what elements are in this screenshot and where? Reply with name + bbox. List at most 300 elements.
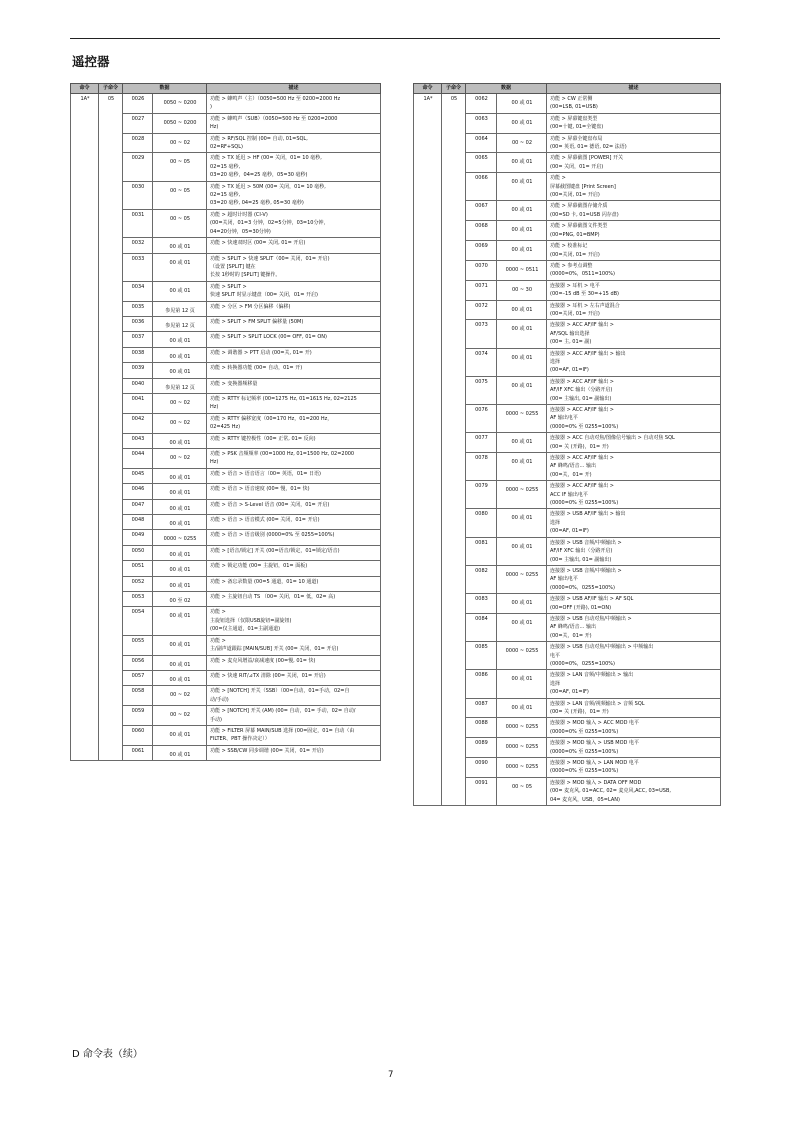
- description-line: 功能 > TX 延迟 > 50M (00= 关闭，01= 10 毫秒,: [210, 183, 326, 190]
- subcommand-cell: [99, 363, 123, 378]
- description-line: (00=关闭，01=3 分钟，02=5分钟，03=10分钟，: [210, 220, 329, 227]
- table-row: [71, 686, 381, 706]
- description-line: 功能 > 快速 RIT/⊿TX 清除 (00= 关闭，01= 开启): [210, 672, 326, 679]
- description-cell: [207, 706, 381, 726]
- command-cell: [71, 209, 99, 237]
- header-description: 描述: [207, 84, 381, 94]
- data-range-cell: 00 或 01: [153, 545, 207, 560]
- description-cell: [207, 301, 381, 316]
- item-number-cell: 0032: [123, 238, 153, 253]
- subcommand-cell: [442, 670, 466, 698]
- subcommand-cell: [99, 113, 123, 133]
- description-line: (0000=0% 至 0255=100%): [550, 423, 619, 430]
- description-cell: [547, 320, 721, 348]
- description-line: 功能 > 屏幕截图存储介质: [550, 203, 608, 210]
- description-line: ACC IF 输出电平: [550, 491, 588, 498]
- table-row: [414, 221, 721, 241]
- data-range-cell: 00 ~ 02: [153, 133, 207, 153]
- table-row: [414, 777, 721, 805]
- description-line: 功能 > 麦克风增益/衰减速度 (00=慢, 01= 快): [210, 657, 316, 664]
- description-line: 功能 > 参考点调整: [550, 262, 593, 269]
- description-cell: [547, 642, 721, 670]
- description-cell: [547, 777, 721, 805]
- description-line: (0000=0%，0255=100%): [550, 660, 615, 667]
- table-row: [71, 209, 381, 237]
- item-number-cell: 0069: [466, 241, 497, 261]
- description-line: 功能 > 屏幕全键盘布局: [550, 135, 603, 142]
- description-cell: [547, 405, 721, 433]
- table-row: [414, 405, 721, 433]
- command-table-left: [70, 83, 381, 761]
- data-range-cell: 00 或 01: [153, 281, 207, 301]
- subcommand-cell: [99, 153, 123, 181]
- header-subcommand: 子命令: [99, 84, 123, 94]
- item-number-cell: 0089: [466, 738, 497, 758]
- item-number-cell: 0054: [123, 607, 153, 635]
- description-line: 功能 > [语音/锁定] 开关 (00=语音/锁定，01=锁定/语音): [210, 547, 340, 554]
- description-line: (0000=0% 至 0255=100%): [550, 500, 619, 507]
- header-data: 数据: [123, 84, 207, 94]
- command-cell: [71, 545, 99, 560]
- data-range-cell: 00 或 01: [497, 433, 547, 453]
- command-cell: [414, 642, 442, 670]
- data-range-cell: 00 ~ 02: [153, 706, 207, 726]
- item-number-cell: 0051: [123, 561, 153, 576]
- description-line: 连接器 > USB AF/IF 输出 > AF SQL: [550, 596, 634, 603]
- subcommand-cell: [442, 348, 466, 376]
- subcommand-cell: [442, 738, 466, 758]
- command-cell: [414, 777, 442, 805]
- table-row: [414, 453, 721, 481]
- description-line: 连接器 > USB 自动对焦/中频输出 >: [550, 615, 632, 622]
- command-cell: [71, 238, 99, 253]
- description-cell: [207, 592, 381, 607]
- command-cell: [414, 173, 442, 201]
- table-row: [414, 738, 721, 758]
- description-line: AF/IF XFC 输出（分路开启): [550, 387, 613, 394]
- item-number-cell: 0055: [123, 635, 153, 655]
- subcommand-cell: [442, 453, 466, 481]
- command-cell: [71, 316, 99, 331]
- command-cell: [71, 433, 99, 448]
- subcommand-cell: [442, 405, 466, 433]
- description-line: 功能 > 语音 > S-Level 语音 (00= 关闭，01= 开启): [210, 501, 330, 508]
- table-row: [71, 238, 381, 253]
- data-range-cell: 00 或 01: [497, 173, 547, 201]
- description-line: 功能 > 屏幕截图 [POWER] 开关: [550, 155, 623, 162]
- table-row: [71, 363, 381, 378]
- data-range-cell: 00 或 01: [153, 253, 207, 281]
- description-line: Hz): [210, 124, 219, 131]
- item-number-cell: 0071: [466, 280, 497, 300]
- description-cell: [207, 449, 381, 469]
- description-line: (00=AF, 01=IF): [550, 367, 589, 374]
- page-number: 7: [388, 1070, 394, 1080]
- item-number-cell: 0060: [123, 725, 153, 745]
- data-range-cell: 00 ~ 05: [153, 181, 207, 209]
- command-cell: [414, 738, 442, 758]
- data-range-cell: 00 或 01: [153, 576, 207, 591]
- description-line: 连接器 > MOD 输入 > ACC MOD 电平: [550, 720, 640, 727]
- command-cell: [71, 499, 99, 514]
- command-cell: [414, 718, 442, 738]
- subcommand-cell: [442, 201, 466, 221]
- data-range-cell: 00 或 01: [497, 300, 547, 320]
- subcommand-cell: [442, 221, 466, 241]
- table-row: [71, 153, 381, 181]
- description-line: 功能 > 分区 > FM 分区偏移（偏移): [210, 303, 291, 310]
- command-cell: [71, 706, 99, 726]
- data-range-cell: 0000 ~ 0255: [497, 738, 547, 758]
- description-cell: [207, 576, 381, 591]
- item-number-cell: 0075: [466, 376, 497, 404]
- subcommand-cell: [442, 133, 466, 153]
- description-line: 选择: [550, 680, 561, 687]
- item-number-cell: 0088: [466, 718, 497, 738]
- table-row: [71, 113, 381, 133]
- description-cell: [547, 173, 721, 201]
- description-line: AF 蜂鸣/语音... 输出: [550, 463, 596, 470]
- description-cell: [207, 484, 381, 499]
- data-range-cell: 00 ~ 05: [497, 777, 547, 805]
- subcommand-cell: [99, 253, 123, 281]
- description-line: 选择: [550, 358, 561, 365]
- command-cell: [414, 698, 442, 718]
- subcommand-cell: [99, 484, 123, 499]
- command-cell: [71, 413, 99, 433]
- description-line: (00=PNG, 01=BMP): [550, 231, 600, 238]
- item-number-cell: 0074: [466, 348, 497, 376]
- description-line: 功能 > 语音 > 语音级别 (0000=0% 至 0255=100%): [210, 532, 335, 539]
- item-number-cell: 0081: [466, 537, 497, 565]
- description-cell: [547, 565, 721, 593]
- description-line: 功能 > PSK 音频频率 (00=1000 Hz, 01=1500 Hz, 02=2000: [210, 451, 355, 457]
- subcommand-cell: [442, 260, 466, 280]
- table-row: [71, 725, 381, 745]
- data-range-cell: 0000 ~ 0255: [497, 481, 547, 509]
- data-range-cell: 00 或 01: [497, 594, 547, 614]
- description-cell: [547, 201, 721, 221]
- description-line: (0000=0%，0255=100%): [550, 584, 615, 591]
- command-cell: [71, 301, 99, 316]
- description-line: 功能 > SPLIT > SPLIT LOCK (00= OFF, 01= ON): [210, 334, 327, 341]
- description-line: 02=RF+SQL): [210, 144, 243, 151]
- item-number-cell: 0026: [123, 94, 153, 114]
- command-cell: [71, 686, 99, 706]
- table-row: [71, 530, 381, 545]
- description-line: 功能 > 屏幕键盘类型: [550, 115, 598, 122]
- subcommand-cell: [442, 594, 466, 614]
- table-header-row: [71, 84, 381, 94]
- table-row: [414, 300, 721, 320]
- subcommand-cell: [442, 153, 466, 173]
- subcommand-cell: [99, 515, 123, 530]
- description-cell: [207, 347, 381, 362]
- description-line: 功能 > CW 正常侧: [550, 96, 593, 102]
- table-row: [71, 670, 381, 685]
- subcommand-cell: [99, 530, 123, 545]
- description-line: 功能 > 超时计时器 (CI-V): [210, 211, 268, 218]
- item-number-cell: 0062: [466, 94, 497, 114]
- description-cell: [207, 238, 381, 253]
- command-cell: [71, 670, 99, 685]
- table-row: [71, 433, 381, 448]
- description-line: 功能 > 蜂鸣声（主）（0050=500 Hz 至 0200=2000 Hz: [210, 96, 341, 102]
- item-number-cell: 0033: [123, 253, 153, 281]
- item-number-cell: 0083: [466, 594, 497, 614]
- table-row: [71, 515, 381, 530]
- description-line: (00=关闭, 01= 开启): [550, 192, 600, 199]
- table-row: [71, 316, 381, 331]
- description-cell: [207, 655, 381, 670]
- description-cell: [547, 376, 721, 404]
- table-header-row: [414, 84, 721, 94]
- description-cell: [207, 181, 381, 209]
- table-row: [414, 280, 721, 300]
- command-cell: [414, 537, 442, 565]
- table-caption: D 命令表（续）: [72, 1049, 143, 1060]
- table-row: [71, 393, 381, 413]
- description-line: 功能 > 备忘录数量 (00=5 通道，01= 10 通道): [210, 578, 319, 585]
- table-row: [71, 607, 381, 635]
- data-range-cell: 00 或 01: [153, 332, 207, 347]
- description-line: 连接器 > MOD 输入 > USB MOD 电平: [550, 740, 639, 747]
- data-range-cell: 0000 ~ 0255: [497, 405, 547, 433]
- item-number-cell: 0048: [123, 515, 153, 530]
- description-line: 连接器 > USB 音频/中频输出 >: [550, 567, 622, 574]
- item-number-cell: 0066: [466, 173, 497, 201]
- command-cell: [71, 347, 99, 362]
- item-number-cell: 0065: [466, 153, 497, 173]
- command-cell: [414, 376, 442, 404]
- description-line: AF 输出电平: [550, 415, 578, 422]
- description-line: 动/手动): [210, 696, 229, 703]
- command-cell: [71, 113, 99, 133]
- table-row: [414, 113, 721, 133]
- data-range-cell: 0000 ~ 0255: [497, 642, 547, 670]
- description-cell: [547, 221, 721, 241]
- item-number-cell: 0056: [123, 655, 153, 670]
- subcommand-cell: [442, 280, 466, 300]
- description-line: FILTER、PBT 操作决定））: [210, 736, 270, 743]
- table-row: [414, 94, 721, 114]
- table-row: [71, 561, 381, 576]
- subcommand-cell: [99, 347, 123, 362]
- data-range-cell: 00 或 01: [153, 468, 207, 483]
- description-line: 连接器 > LAN 音频/视频输出 > 音频 SQL: [550, 700, 645, 707]
- subcommand-cell: [99, 545, 123, 560]
- subcommand-cell: [99, 468, 123, 483]
- header-rule: [70, 38, 720, 39]
- description-line: 功能 > RTTY 偏移宽度（00=170 Hz，01=200 Hz，: [210, 415, 333, 422]
- item-number-cell: 0035: [123, 301, 153, 316]
- item-number-cell: 0039: [123, 363, 153, 378]
- description-line: 连接器 > USB AF/IF 输出 > 输出: [550, 511, 626, 518]
- table-row: [414, 133, 721, 153]
- table-row: [414, 718, 721, 738]
- description-line: 功能 > 语音 > 语音语言（00= 英语，01= 日语): [210, 470, 321, 477]
- command-cell: [71, 530, 99, 545]
- table-row: [414, 481, 721, 509]
- command-cell: [414, 201, 442, 221]
- item-number-cell: 0045: [123, 468, 153, 483]
- subcommand-cell: [99, 706, 123, 726]
- item-number-cell: 0084: [466, 613, 497, 641]
- description-line: Hz): [210, 459, 219, 466]
- command-cell: [71, 561, 99, 576]
- description-line: 连接器 > LAN 音频/中频输出 > 输出: [550, 672, 634, 679]
- data-range-cell: 00 或 01: [153, 745, 207, 760]
- description-cell: [207, 607, 381, 635]
- command-cell: [414, 509, 442, 537]
- description-line: (0000=0% 至 0255=100%): [550, 728, 619, 735]
- table-row: [414, 376, 721, 404]
- table-row: [414, 565, 721, 593]
- command-cell: [71, 253, 99, 281]
- description-line: 功能 > [NOTCH] 开关（SSB）（00=自动，01=手动，02=自: [210, 688, 350, 695]
- description-cell: [547, 758, 721, 778]
- description-cell: [207, 686, 381, 706]
- description-cell: [547, 133, 721, 153]
- data-range-cell: 00 或 01: [497, 201, 547, 221]
- item-number-cell: 0043: [123, 433, 153, 448]
- description-cell: [207, 545, 381, 560]
- subcommand-cell: [99, 576, 123, 591]
- description-line: 电平: [550, 652, 561, 659]
- description-line: (00= 主, 01= 副): [550, 339, 592, 346]
- description-cell: [207, 515, 381, 530]
- data-range-cell: 00 或 01: [497, 348, 547, 376]
- data-range-cell: 00 ~ 02: [153, 449, 207, 469]
- item-number-cell: 0073: [466, 320, 497, 348]
- data-range-cell: 00 ~ 02: [153, 393, 207, 413]
- subcommand-cell: [99, 449, 123, 469]
- command-cell: 1A*: [414, 94, 442, 114]
- table-row: [414, 642, 721, 670]
- item-number-cell: 0067: [466, 201, 497, 221]
- subcommand-cell: [442, 300, 466, 320]
- command-cell: [71, 635, 99, 655]
- description-line: (00=关，01= 开): [550, 632, 592, 639]
- description-cell: [207, 363, 381, 378]
- item-number-cell: 0041: [123, 393, 153, 413]
- description-line: 功能 > FILTER 屏幕 MAIN/SUB 选择 (00=固定，01= 自动（由: [210, 727, 355, 734]
- header-command: 命令: [71, 84, 99, 94]
- subcommand-cell: [442, 642, 466, 670]
- data-range-cell: 00 ~ 30: [497, 280, 547, 300]
- page-title: 遥控器: [72, 54, 110, 69]
- command-cell: [414, 433, 442, 453]
- item-number-cell: 0028: [123, 133, 153, 153]
- description-line: 功能 > 语音 > 语音速度 (00= 慢，01= 快): [210, 486, 310, 493]
- subcommand-cell: [442, 241, 466, 261]
- description-line: （设置 [SPLIT] 键在: [210, 263, 256, 270]
- description-cell: [547, 670, 721, 698]
- subcommand-cell: [442, 758, 466, 778]
- data-range-cell: 00 ~ 02: [153, 686, 207, 706]
- description-line: 选择: [550, 519, 561, 526]
- subcommand-cell: [99, 332, 123, 347]
- data-range-cell: 00 或 01: [153, 515, 207, 530]
- description-cell: [547, 509, 721, 537]
- subcommand-cell: [99, 181, 123, 209]
- description-cell: [547, 613, 721, 641]
- item-number-cell: 0046: [123, 484, 153, 499]
- command-cell: [71, 332, 99, 347]
- data-range-cell: 00 或 01: [153, 607, 207, 635]
- data-range-cell: 00 ~ 02: [153, 413, 207, 433]
- table-row: [414, 509, 721, 537]
- description-line: 功能 > 转换器功能 (00= 自动，01= 开): [210, 365, 303, 372]
- description-line: 02=425 Hz): [210, 424, 241, 431]
- command-cell: [414, 153, 442, 173]
- subcommand-cell: [99, 686, 123, 706]
- description-line: 功能 > [NOTCH] 开关 (AM) (00= 自动，01= 手动，02= 自动/: [210, 708, 356, 715]
- description-line: (00=SD 卡, 01=USB 闪存盘): [550, 211, 619, 218]
- subcommand-cell: [99, 281, 123, 301]
- description-line: 连接器 > USB 自动对焦/中频输出 > 中频输出: [550, 644, 654, 651]
- item-number-cell: 0082: [466, 565, 497, 593]
- description-line: (00= 关闭，01= 开启): [550, 163, 604, 170]
- description-cell: [547, 260, 721, 280]
- description-cell: [207, 378, 381, 393]
- description-line: 03=20 毫秒，04=25 毫秒，05=30 毫秒): [210, 172, 308, 179]
- data-range-cell: 00 ~ 05: [153, 153, 207, 181]
- command-cell: [71, 515, 99, 530]
- description-line: 功能 > 语音 > 语音模式 (00= 关闭，01= 开启): [210, 517, 320, 524]
- description-line: (00= 主输出, 01= 副输出): [550, 395, 612, 402]
- description-line: 04=20分钟，05=30分钟): [210, 228, 271, 235]
- subcommand-cell: 05: [442, 94, 466, 114]
- item-number-cell: 0091: [466, 777, 497, 805]
- data-range-cell: 00 或 01: [497, 537, 547, 565]
- description-line: 02=15 毫秒,: [210, 163, 241, 170]
- description-line: (00= 英语, 01= 德语, 02= 法语): [550, 144, 627, 151]
- description-cell: [547, 280, 721, 300]
- command-cell: [71, 468, 99, 483]
- description-cell: [207, 745, 381, 760]
- description-line: 功能 >: [210, 609, 226, 616]
- subcommand-cell: [442, 173, 466, 201]
- subcommand-cell: [99, 607, 123, 635]
- description-cell: [207, 530, 381, 545]
- subcommand-cell: [99, 316, 123, 331]
- subcommand-cell: [99, 725, 123, 745]
- data-range-cell: 00 或 01: [497, 94, 547, 114]
- command-cell: [71, 363, 99, 378]
- data-range-cell: 0000 ~ 0255: [497, 565, 547, 593]
- item-number-cell: 0057: [123, 670, 153, 685]
- header-data: 数据: [466, 84, 547, 94]
- command-cell: [71, 725, 99, 745]
- item-number-cell: 0078: [466, 453, 497, 481]
- table-row: [414, 594, 721, 614]
- item-number-cell: 0030: [123, 181, 153, 209]
- description-line: 功能 > RTTY 键控极性（00= 正常, 01= 反向): [210, 435, 316, 442]
- command-cell: [414, 481, 442, 509]
- item-number-cell: 0064: [466, 133, 497, 153]
- data-range-cell: 00 或 01: [497, 320, 547, 348]
- description-cell: [207, 413, 381, 433]
- data-range-cell: 00 ~ 02: [497, 133, 547, 153]
- command-cell: [414, 260, 442, 280]
- command-cell: [414, 113, 442, 133]
- subcommand-cell: [99, 393, 123, 413]
- table-row: [71, 655, 381, 670]
- description-line: 功能 > SPLIT > 快速 SPLIT（00= 关闭，01= 开启): [210, 255, 330, 262]
- description-line: 02=15 毫秒,: [210, 192, 241, 199]
- subcommand-cell: 05: [99, 94, 123, 114]
